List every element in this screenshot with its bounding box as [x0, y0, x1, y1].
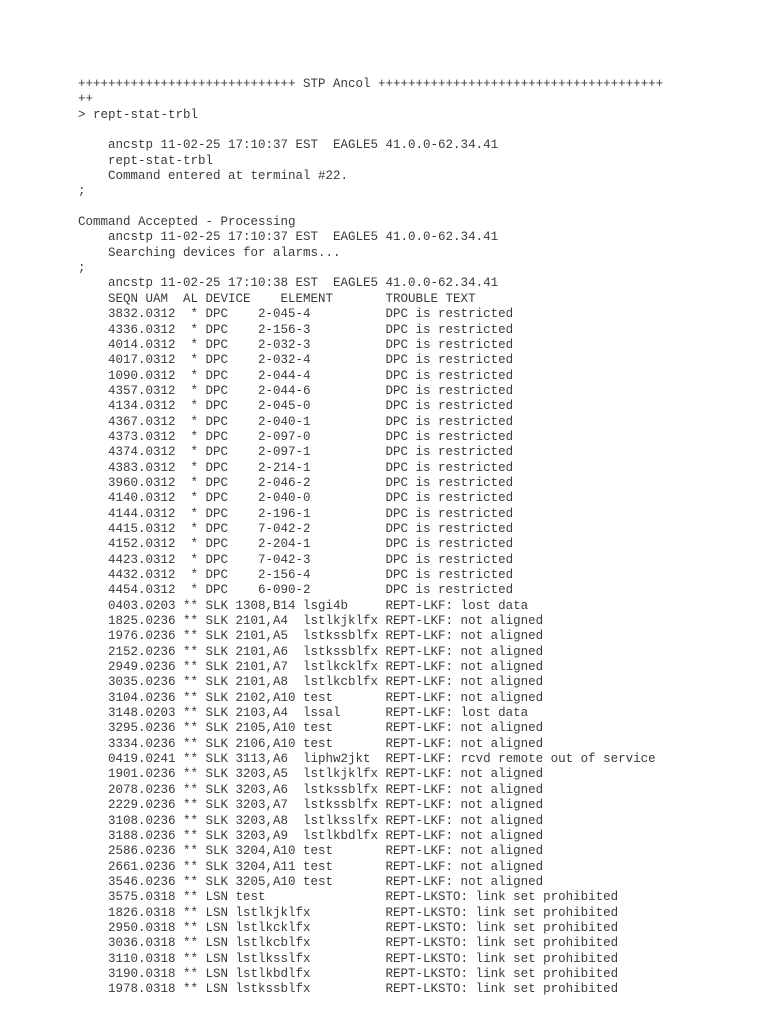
terminal-line: > rept-stat-trbl	[78, 107, 199, 122]
terminal-line: 4454.0312 * DPC 6-090-2 DPC is restricted	[78, 583, 514, 598]
terminal-line: ancstp 11-02-25 17:10:38 EST EAGLE5 41.0.0-62.34.41	[78, 276, 499, 291]
terminal-line: 3036.0318 ** LSN lstlkcblfx REPT-LKSTO: link set prohibited	[78, 936, 619, 951]
terminal-line: 0403.0203 ** SLK 1308,B14 lsgi4b REPT-LKF: lost data	[78, 598, 529, 613]
terminal-line: ancstp 11-02-25 17:10:37 EST EAGLE5 41.0.0-62.34.41	[78, 138, 499, 153]
terminal-line: 3960.0312 * DPC 2-046-2 DPC is restricted	[78, 475, 514, 490]
terminal-line: 2229.0236 ** SLK 3203,A7 lstkssblfx REPT-LKF: not aligned	[78, 798, 544, 813]
terminal-line: 3148.0203 ** SLK 2103,A4 lssal REPT-LKF: lost data	[78, 706, 529, 721]
terminal-line: 2152.0236 ** SLK 2101,A6 lstkssblfx REPT-LKF: not aligned	[78, 644, 544, 659]
terminal-line: 4415.0312 * DPC 7-042-2 DPC is restricted	[78, 521, 514, 536]
terminal-line: 3104.0236 ** SLK 2102,A10 test REPT-LKF: not aligned	[78, 690, 544, 705]
terminal-line: 3546.0236 ** SLK 3205,A10 test REPT-LKF: not aligned	[78, 874, 544, 889]
terminal-line: 3110.0318 ** LSN lstlksslfx REPT-LKSTO: link set prohibited	[78, 951, 619, 966]
terminal-line: 4140.0312 * DPC 2-040-0 DPC is restricted	[78, 491, 514, 506]
terminal-line: 4144.0312 * DPC 2-196-1 DPC is restricted	[78, 506, 514, 521]
terminal-line: 4423.0312 * DPC 7-042-3 DPC is restricted	[78, 552, 514, 567]
terminal-line: 4152.0312 * DPC 2-204-1 DPC is restricted	[78, 537, 514, 552]
terminal-line: 4432.0312 * DPC 2-156-4 DPC is restricted	[78, 568, 514, 582]
terminal-line: 1976.0236 ** SLK 2101,A5 lstkssblfx REPT-LKF: not aligned	[78, 629, 544, 644]
terminal-line: 0419.0241 ** SLK 3113,A6 liphw2jkt REPT-LKF: rcvd remote out of service	[78, 752, 656, 767]
terminal-line: 1978.0318 ** LSN lstkssblfx REPT-LKSTO: link set prohibited	[78, 982, 619, 997]
terminal-line: 4373.0312 * DPC 2-097-0 DPC is restricted	[78, 429, 514, 444]
terminal-line	[78, 200, 663, 215]
terminal-line: 3334.0236 ** SLK 2106,A10 test REPT-LKF: not aligned	[78, 736, 544, 751]
terminal-line: 3190.0318 ** LSN lstlkbdlfx REPT-LKSTO: link set prohibited	[78, 966, 619, 981]
terminal-line: 2949.0236 ** SLK 2101,A7 lstlkcklfx REPT-LKF: not aligned	[78, 660, 544, 675]
terminal-line: 3832.0312 * DPC 2-045-4 DPC is restricted	[78, 307, 514, 322]
terminal-line: 4357.0312 * DPC 2-044-6 DPC is restricted	[78, 383, 514, 398]
terminal-line: 2661.0236 ** SLK 3204,A11 test REPT-LKF: not aligned	[78, 859, 544, 874]
terminal-line: 4383.0312 * DPC 2-214-1 DPC is restricted	[78, 460, 514, 475]
terminal-line: 3188.0236 ** SLK 3203,A9 lstlkbdlfx REPT-LKF: not aligned	[78, 828, 544, 843]
terminal-line: 2586.0236 ** SLK 3204,A10 test REPT-LKF: not aligned	[78, 844, 544, 859]
terminal-line: 4017.0312 * DPC 2-032-4 DPC is restricted	[78, 353, 514, 368]
terminal-line: 1090.0312 * DPC 2-044-4 DPC is restricted	[78, 368, 514, 383]
terminal-line: ancstp 11-02-25 17:10:37 EST EAGLE5 41.0.0-62.34.41	[78, 230, 499, 245]
terminal-line: 3575.0318 ** LSN test REPT-LKSTO: link set prohibited	[78, 890, 619, 905]
terminal-line: Searching devices for alarms...	[78, 245, 341, 260]
terminal-line: ;	[78, 184, 86, 199]
terminal-line: +++++++++++++++++++++++++++++ STP Ancol ++++++++++++++++++++++++++++++++++++++	[78, 77, 664, 91]
terminal-line: 3295.0236 ** SLK 2105,A10 test REPT-LKF: not aligned	[78, 721, 544, 736]
terminal-line: 4014.0312 * DPC 2-032-3 DPC is restricted	[78, 337, 514, 352]
terminal-line: 4374.0312 * DPC 2-097-1 DPC is restricted	[78, 445, 514, 460]
terminal-line: SEQN UAM AL DEVICE ELEMENT TROUBLE TEXT	[78, 291, 476, 306]
terminal-line: 4134.0312 * DPC 2-045-0 DPC is restricted	[78, 399, 514, 414]
terminal-line: 1825.0236 ** SLK 2101,A4 lstlkjklfx REPT-LKF: not aligned	[78, 614, 544, 629]
terminal-line: 1901.0236 ** SLK 3203,A5 lstlkjklfx REPT-LKF: not aligned	[78, 767, 544, 782]
terminal-line: 2950.0318 ** LSN lstlkcklfx REPT-LKSTO: link set prohibited	[78, 920, 619, 935]
terminal-line: 2078.0236 ** SLK 3203,A6 lstkssblfx REPT-LKF: not aligned	[78, 782, 544, 797]
terminal-line	[78, 123, 663, 138]
terminal-line: Command entered at terminal #22.	[78, 169, 349, 184]
terminal-line: Command Accepted - Processing	[78, 215, 296, 230]
terminal-line: 1826.0318 ** LSN lstlkjklfx REPT-LKSTO: link set prohibited	[78, 905, 619, 920]
terminal-line: 3035.0236 ** SLK 2101,A8 lstlkcblfx REPT-LKF: not aligned	[78, 675, 544, 690]
terminal-line: ;	[78, 261, 86, 276]
terminal-output	[78, 77, 663, 998]
terminal-line: 3108.0236 ** SLK 3203,A8 lstlksslfx REPT-LKF: not aligned	[78, 813, 544, 828]
terminal-line: ++	[78, 92, 94, 107]
terminal-line: 4336.0312 * DPC 2-156-3 DPC is restricted	[78, 322, 514, 337]
terminal-line: 4367.0312 * DPC 2-040-1 DPC is restricted	[78, 414, 514, 429]
terminal-line: rept-stat-trbl	[78, 153, 214, 168]
